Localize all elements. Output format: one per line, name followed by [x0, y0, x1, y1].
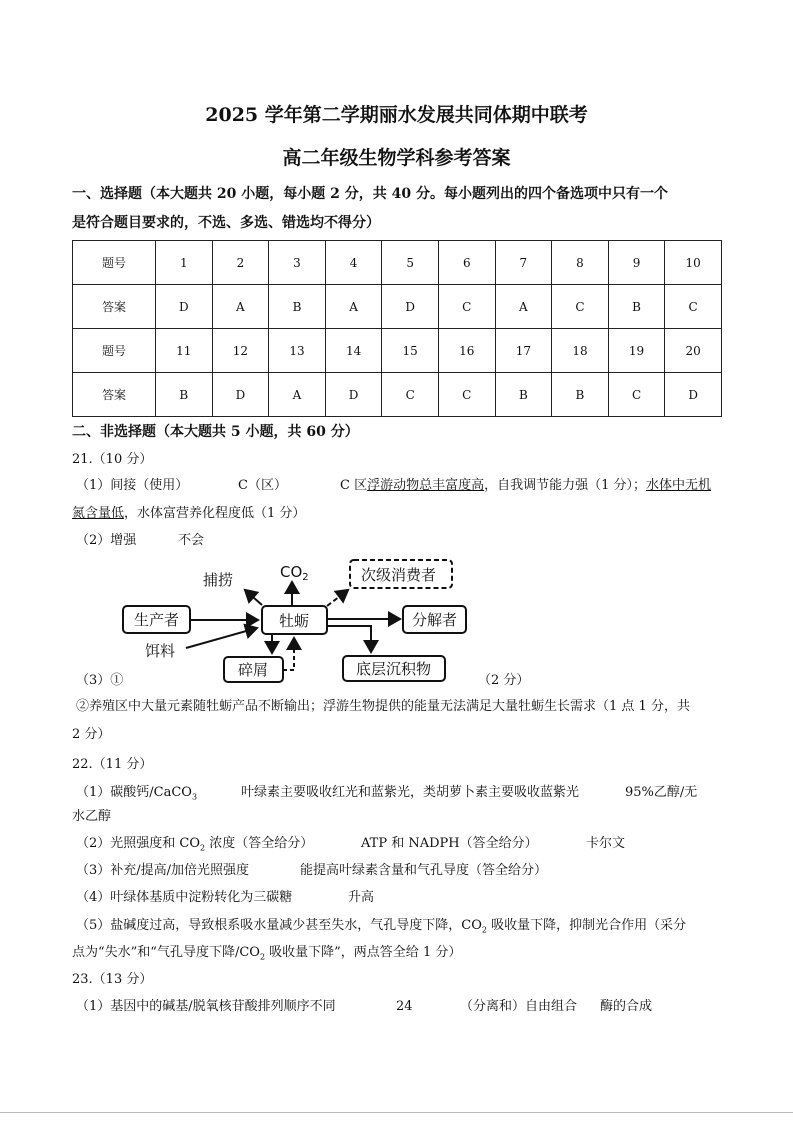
table-cell: 12 — [212, 329, 269, 373]
table-cell: 3 — [269, 241, 326, 285]
q21-1-c3: ，自我调节能力强（1 分）； — [484, 478, 647, 493]
table-cell: D — [665, 373, 722, 417]
table-cell: 9 — [608, 241, 665, 285]
table-cell: B — [552, 373, 609, 417]
table-cell: 15 — [382, 329, 439, 373]
q22-5-a — [76, 918, 686, 939]
q21-3-b-cont: 2 分） — [72, 727, 111, 742]
q21-1-d1: 氮含量低 — [72, 506, 125, 521]
q21-title: 21.（10 分） — [72, 452, 153, 467]
q22-4-b: 升高 — [348, 890, 375, 905]
row-label: 题号 — [73, 241, 156, 285]
q21-2-a: （2）增强 — [76, 533, 137, 548]
table-cell: 8 — [552, 241, 609, 285]
table-cell: 7 — [495, 241, 552, 285]
detritus-label: 碎屑 — [238, 661, 269, 679]
q22-5-a-sub: 2 — [481, 925, 487, 935]
q22-1-c: 95%乙醇/无 — [625, 785, 698, 800]
table-cell: B — [495, 373, 552, 417]
q22-2-b: ATP 和 NADPH（答全给分） — [361, 836, 538, 851]
table-cell: C — [438, 373, 495, 417]
section2-heading: 二、非选择题（本大题共 5 小题，共 60 分） — [72, 424, 359, 440]
q22-5-b-sub: 2 — [259, 952, 266, 962]
table-cell: 17 — [495, 329, 552, 373]
producer-label: 生产者 — [134, 611, 180, 629]
secondary-consumer-label: 次级消费者 — [361, 566, 437, 584]
q21-2-b: 不会 — [178, 533, 205, 548]
table-cell: 10 — [665, 241, 722, 285]
q21-1-c1: C 区 — [340, 478, 368, 493]
table-cell: 5 — [382, 241, 439, 285]
table-cell: A — [325, 285, 382, 329]
q22-2-a — [76, 836, 313, 857]
q22-3-b: 能提高叶绿素含量和气孔导度（答全给分） — [300, 863, 548, 878]
q22-4-a: （4）叶绿体基质中淀粉转化为三碳糖 — [76, 890, 293, 905]
co2-sub: 2 — [302, 572, 309, 583]
q22-2-a1: （2）光照强度和 CO — [76, 836, 201, 851]
section1-heading: 一、选择题（本大题共 20 小题，每小题 2 分，共 40 分。每小题列出的四个备选项中只有一个 — [72, 186, 668, 202]
table-cell: C — [382, 373, 439, 417]
q22-1-a — [76, 785, 197, 806]
section1-heading-cont: 是符合题目要求的，不选、多选、错选均不得分） — [72, 215, 380, 231]
table-cell: C — [438, 285, 495, 329]
q22-5-b — [72, 945, 461, 966]
q23-1-b: 24 — [396, 999, 413, 1014]
q22-5-a2: 吸收量下降，抑制光合作用（采分 — [486, 918, 687, 933]
table-cell: B — [269, 285, 326, 329]
table-cell: C — [665, 285, 722, 329]
q22-title: 22.（11 分） — [72, 757, 153, 772]
fishing-label: 捕捞 — [203, 571, 234, 589]
table-cell: D — [325, 373, 382, 417]
arrow-feed-oyster — [186, 628, 257, 648]
table-cell: B — [608, 285, 665, 329]
table-cell: 11 — [156, 329, 213, 373]
table-cell: 16 — [438, 329, 495, 373]
sediment-label: 底层沉积物 — [356, 660, 432, 678]
oyster-label: 牡蛎 — [279, 612, 310, 630]
q21-1-c4: 水体中无机 — [646, 478, 712, 493]
q22-1-b: 叶绿素主要吸收红光和蓝紫光，类胡萝卜素主要吸收蓝紫光 — [241, 785, 580, 800]
q22-1-a-text: （1）碳酸钙/CaCO — [76, 785, 192, 800]
q21-1-d2: ，水体富营养化程度低（1 分） — [124, 506, 306, 521]
q21-1-a: （1）间接（使用） — [76, 478, 189, 493]
table-cell: D — [156, 285, 213, 329]
page-bottom-divider — [0, 1112, 793, 1113]
table-cell: D — [212, 373, 269, 417]
arrow-secondary-consumer — [327, 590, 348, 606]
q21-3-b: ②养殖区中大量元素随牡蛎产品不断输出；浮游生物提供的能量无法满足大量牡蛎生长需求（1 点 1 分，共 — [76, 699, 690, 714]
q21-1-b: C（区） — [238, 478, 287, 493]
arrow-fishing — [245, 590, 262, 605]
q23-title: 23.（13 分） — [72, 972, 153, 987]
table-cell: 14 — [325, 329, 382, 373]
q21-1-c2: 浮游动物总丰富度高 — [367, 478, 485, 493]
table-cell: A — [212, 285, 269, 329]
q22-3-a: （3）补充/提高/加倍光照强度 — [76, 863, 250, 878]
q22-5-b2: 吸收量下降”，两点答全给 1 分） — [265, 945, 462, 960]
co2-label — [280, 563, 309, 583]
q22-5-b1: 点为“失水”和“气孔导度下降/CO — [72, 945, 260, 960]
table-cell: B — [156, 373, 213, 417]
q21-3-score: （2 分） — [478, 673, 530, 688]
arrow-sediment — [327, 626, 371, 652]
table-cell: 1 — [156, 241, 213, 285]
table-cell: 4 — [325, 241, 382, 285]
table-cell: 13 — [269, 329, 326, 373]
q23-1-d: 酶的合成 — [600, 999, 653, 1014]
q22-1-a-sub: 3 — [191, 792, 198, 802]
q22-2-a-sub: 2 — [200, 843, 206, 853]
co2-text: CO — [280, 563, 303, 581]
q22-2-a2: 浓度（答全给分） — [205, 836, 314, 851]
decomposer-label: 分解者 — [412, 611, 458, 629]
document-title: 2025 学年第二学期丽水发展共同体期中联考 — [205, 104, 588, 126]
row-label: 答案 — [73, 285, 156, 329]
q22-1-d: 水乙醇 — [72, 809, 112, 824]
row-label: 题号 — [73, 329, 156, 373]
table-cell: 20 — [665, 329, 722, 373]
table-cell: A — [269, 373, 326, 417]
table-cell: 6 — [438, 241, 495, 285]
table-cell: A — [495, 285, 552, 329]
table-cell: D — [382, 285, 439, 329]
q23-1-a: （1）基因中的碱基/脱氧核苷酸排列顺序不同 — [76, 999, 336, 1014]
table-cell: 18 — [552, 329, 609, 373]
q22-5-a1: （5）盐碱度过高，导致根系吸水量减少甚至失水，气孔导度下降，CO — [76, 918, 482, 933]
q22-2-c: 卡尔文 — [586, 836, 626, 851]
document-subtitle: 高二年级生物学科参考答案 — [282, 147, 511, 169]
table-cell: C — [608, 373, 665, 417]
q23-1-c: （分离和）自由组合 — [460, 999, 578, 1014]
q21-3-a: （3）① — [76, 673, 124, 688]
table-cell: C — [552, 285, 609, 329]
table-cell: 2 — [212, 241, 269, 285]
arrow-detritus-oyster — [283, 638, 294, 670]
table-cell: 19 — [608, 329, 665, 373]
feed-label: 饵料 — [145, 642, 176, 660]
row-label: 答案 — [73, 373, 156, 417]
